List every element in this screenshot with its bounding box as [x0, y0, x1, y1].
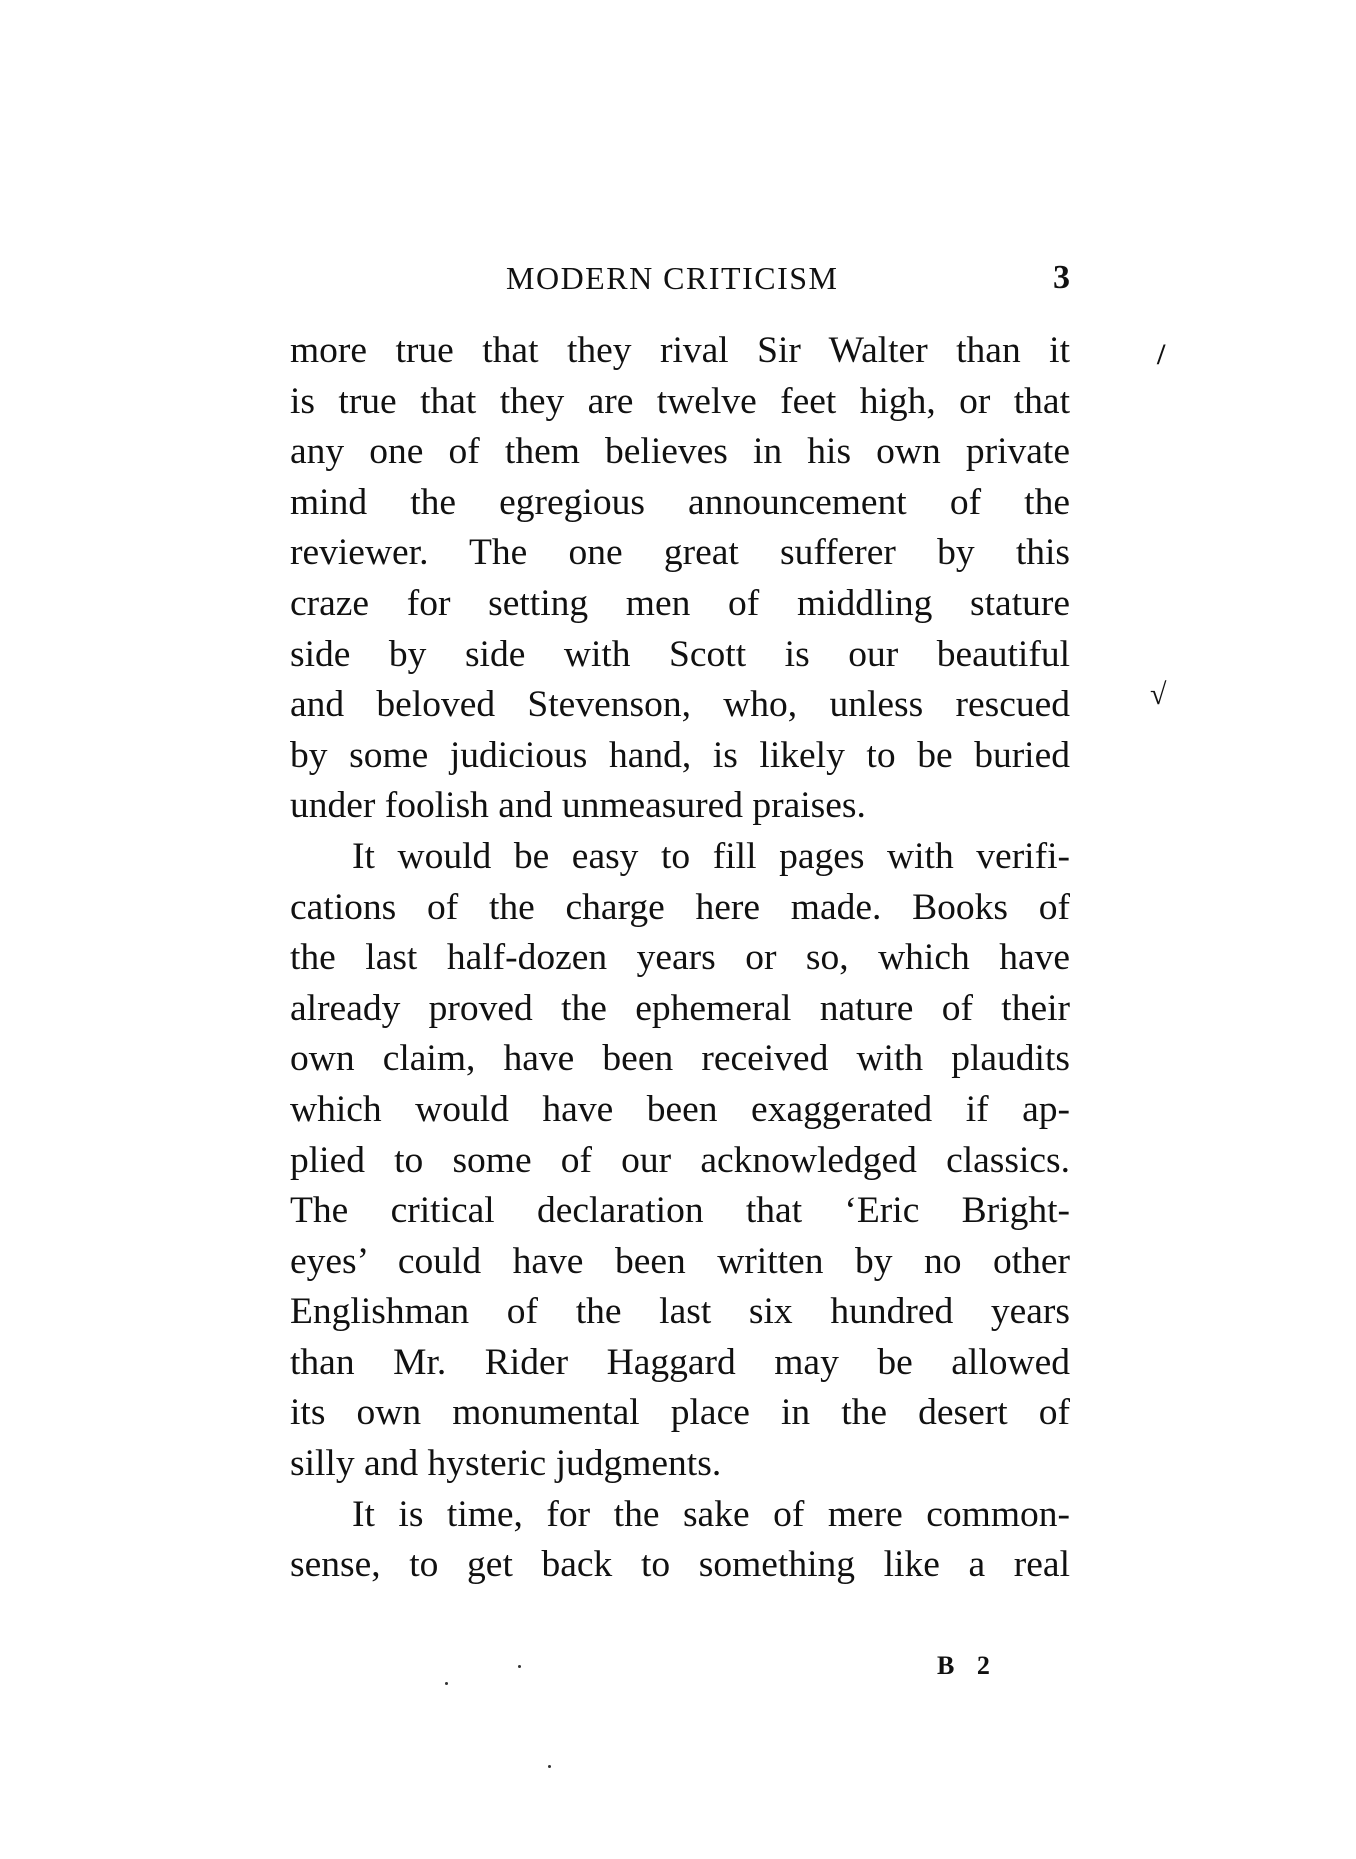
text-line: mind the egregious announcement of the [290, 481, 1070, 523]
signature-mark: B 2 [937, 1651, 998, 1680]
text-line: own claim, have been received with plaudits [290, 1038, 1070, 1080]
text-line: any one of them believes in his own private [290, 431, 1070, 473]
text-line: side by side with Scott is our beautiful [290, 633, 1070, 675]
ink-speck [518, 1665, 521, 1668]
text-line: eyes’ could have been written by no other [290, 1240, 1070, 1282]
text-line: craze for setting men of middling stature [290, 582, 1070, 624]
ink-speck [445, 1682, 448, 1685]
text-line: reviewer. The one great sufferer by this [290, 532, 1070, 574]
body-text [290, 326, 1070, 1591]
text-line: already proved the ephemeral nature of their [290, 987, 1070, 1029]
text-line: than Mr. Rider Haggard may be allowed [290, 1341, 1070, 1383]
text-line: more true that they rival Sir Walter than it [290, 330, 1070, 371]
margin-mark: / [1157, 338, 1166, 371]
text-line: cations of the charge here made. Books of [290, 886, 1070, 928]
running-head [290, 258, 1070, 298]
text-line: the last half-dozen years or so, which have [290, 937, 1070, 979]
ink-speck [548, 1765, 551, 1768]
text-line: It would be easy to fill pages with verifi- [352, 835, 1070, 877]
text-line: which would have been exaggerated if ap- [290, 1088, 1070, 1130]
text-line: It is time, for the sake of mere common- [352, 1493, 1070, 1535]
running-title: MODERN CRITICISM [506, 260, 839, 296]
text-line: and beloved Stevenson, who, unless rescued [290, 684, 1070, 726]
text-line: sense, to get back to something like a real [290, 1544, 1070, 1586]
margin-mark: √ [1150, 678, 1167, 711]
text-line: its own monumental place in the desert of [290, 1392, 1070, 1434]
text-line: is true that they are twelve feet high, or that [290, 380, 1070, 422]
text-line: silly and hysteric judgments. [290, 1443, 722, 1485]
text-line: under foolish and unmeasured praises. [290, 785, 866, 827]
text-line: The critical declaration that ‘Eric Bright- [290, 1190, 1070, 1232]
text-line: plied to some of our acknowledged classics. [290, 1139, 1070, 1181]
text-line: by some judicious hand, is likely to be buried [290, 734, 1070, 776]
text-line: Englishman of the last six hundred years [290, 1291, 1070, 1333]
page-number: 3 [1053, 259, 1070, 296]
